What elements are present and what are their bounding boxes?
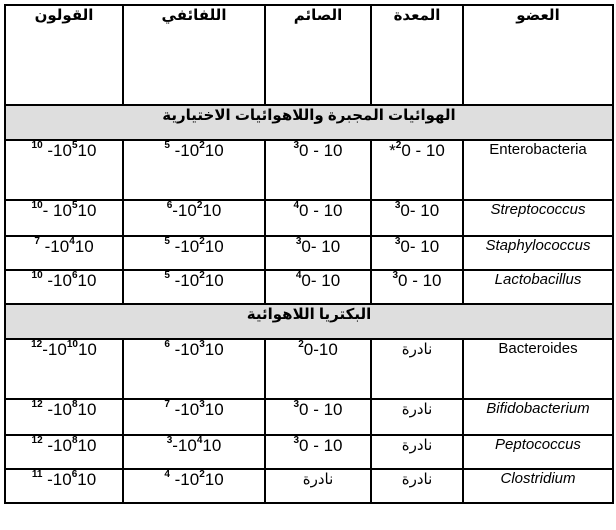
jejunum-cell-value <box>293 141 342 160</box>
header-stomach: المعدة <box>371 5 463 105</box>
ileum-cell <box>123 140 265 200</box>
exponent: 3 <box>293 140 300 152</box>
exponent: 7 <box>164 399 170 411</box>
exponent: 6 <box>71 270 78 282</box>
colon-cell-value <box>34 237 93 256</box>
header-colon: القولون <box>5 5 123 105</box>
exponent: 2 <box>298 339 304 351</box>
colon-cell <box>5 236 123 270</box>
table-row <box>5 469 613 503</box>
colon-cell-value <box>32 201 97 220</box>
base-text: * <box>389 141 396 160</box>
exponent: 12 <box>31 435 43 447</box>
colon-cell-value <box>31 340 97 359</box>
exponent: 5 <box>164 236 170 248</box>
jejunum-cell <box>265 339 371 399</box>
exponent: 5 <box>71 200 78 212</box>
base-text: 10 <box>77 271 97 290</box>
section-row-anaerobic <box>5 304 613 339</box>
base-text: 10 <box>202 201 222 220</box>
organism-cell: Bacteroides <box>463 339 613 399</box>
colon-cell <box>5 339 123 399</box>
exponent: 2 <box>196 200 203 212</box>
base-text: 0 - 10 <box>299 400 343 419</box>
base-text: 0- 10 <box>301 271 341 290</box>
base-text: 10 <box>74 237 94 256</box>
base-text: 10 <box>77 340 97 359</box>
colon-cell <box>5 200 123 236</box>
colon-cell <box>5 140 123 200</box>
exponent: 5 <box>164 270 170 282</box>
jejunum-cell <box>265 435 371 469</box>
base-text: 10 <box>77 436 97 455</box>
section-row-aerobic <box>5 105 613 140</box>
jejunum-cell-value <box>293 201 342 220</box>
jejunum-cell: نادرة <box>265 469 371 503</box>
organism-cell: Streptococcus <box>463 200 613 236</box>
colon-cell <box>5 270 123 304</box>
base-text: -10 <box>169 271 200 290</box>
jejunum-cell-value <box>293 436 342 455</box>
exponent: 3 <box>199 399 205 411</box>
exponent: 3 <box>394 236 401 248</box>
ileum-cell <box>123 469 265 503</box>
base-text: -10 <box>42 340 67 359</box>
colon-cell-value <box>32 470 96 489</box>
jejunum-cell-value <box>296 237 340 256</box>
base-text: -10 <box>169 237 200 256</box>
organism-cell: Peptococcus <box>463 435 613 469</box>
base-text: -10 <box>42 436 72 455</box>
ileum-cell <box>123 435 265 469</box>
base-text: 0 - 10 <box>299 141 343 160</box>
ileum-cell <box>123 270 265 304</box>
exponent: 8 <box>71 435 78 447</box>
stomach-cell <box>371 140 463 200</box>
ileum-cell-value <box>164 141 223 160</box>
base-text: 10 <box>204 271 224 290</box>
exponent: 2 <box>199 270 205 282</box>
exponent: 6 <box>71 469 78 481</box>
organism-cell: Enterobacteria <box>463 140 613 200</box>
stomach-cell <box>371 236 463 270</box>
base-text: 10 <box>77 470 97 489</box>
base-text: 0- 10 <box>301 237 341 256</box>
organism-cell: Lactobacillus <box>463 270 613 304</box>
base-text: 10 <box>204 340 224 359</box>
exponent: 12 <box>31 399 43 411</box>
colon-cell-value <box>32 141 97 160</box>
jejunum-cell <box>265 140 371 200</box>
exponent: 3 <box>392 270 399 282</box>
stomach-cell: نادرة <box>371 435 463 469</box>
stomach-cell <box>371 200 463 236</box>
jejunum-cell <box>265 200 371 236</box>
ileum-cell <box>123 339 265 399</box>
table-row <box>5 140 613 200</box>
jejunum-cell-value <box>293 400 342 419</box>
table-row <box>5 435 613 469</box>
organism-cell: Staphylococcus <box>463 236 613 270</box>
section-title-anaerobic: البكتريا اللاهوائية <box>5 304 613 339</box>
ileum-cell-value <box>167 436 222 455</box>
exponent: 12 <box>31 339 43 351</box>
exponent: 3 <box>199 339 205 351</box>
exponent: 5 <box>164 140 170 152</box>
exponent: 2 <box>395 140 402 152</box>
colon-cell <box>5 435 123 469</box>
colon-cell-value <box>32 400 97 419</box>
header-ileum: اللفائفي <box>123 5 265 105</box>
stomach-cell <box>371 270 463 304</box>
base-text: -10 <box>172 201 197 220</box>
exponent: 5 <box>71 140 78 152</box>
base-text: 0- 10 <box>400 201 440 220</box>
organism-cell: Bifidobacterium <box>463 399 613 435</box>
exponent: 2 <box>199 469 205 481</box>
ileum-cell-value <box>164 400 223 419</box>
ileum-cell <box>123 236 265 270</box>
table-row <box>5 236 613 270</box>
table-row <box>5 200 613 236</box>
exponent: 10 <box>66 339 78 351</box>
base-text: -10 <box>172 436 197 455</box>
base-text: -10 <box>169 340 200 359</box>
stomach-cell-value <box>389 141 445 160</box>
jejunum-cell <box>265 399 371 435</box>
exponent: 4 <box>196 435 203 447</box>
table-row <box>5 339 613 399</box>
exponent: 6 <box>166 200 173 212</box>
stomach-cell-value <box>392 271 441 290</box>
stomach-cell: نادرة <box>371 469 463 503</box>
base-text: - 10 <box>42 201 72 220</box>
colon-cell <box>5 399 123 435</box>
anaerobic-rows <box>5 339 613 503</box>
base-text: 0 - 10 <box>299 436 343 455</box>
table-row <box>5 270 613 304</box>
base-text: 0 - 10 <box>398 271 442 290</box>
jejunum-cell <box>265 236 371 270</box>
exponent: 4 <box>69 236 75 248</box>
aerobic-rows <box>5 140 613 304</box>
base-text: 10 <box>77 141 97 160</box>
base-text: 10 <box>204 470 224 489</box>
exponent: 2 <box>199 236 205 248</box>
colon-cell <box>5 469 123 503</box>
header-jejunum: الصائم <box>265 5 371 105</box>
exponent: 4 <box>295 270 302 282</box>
base-text: -10 <box>42 271 72 290</box>
ileum-cell-value <box>167 201 222 220</box>
exponent: 7 <box>34 236 40 248</box>
ileum-cell-value <box>164 470 223 489</box>
exponent: 3 <box>295 236 302 248</box>
base-text: -10 <box>169 400 200 419</box>
organism-cell: Clostridium <box>463 469 613 503</box>
stomach-cell: نادرة <box>371 399 463 435</box>
jejunum-cell <box>265 270 371 304</box>
exponent: 3 <box>394 200 401 212</box>
stomach-cell: نادرة <box>371 339 463 399</box>
stomach-cell-value <box>395 237 439 256</box>
base-text: 10 <box>204 141 224 160</box>
ileum-cell-value <box>164 271 223 290</box>
base-text: -10 <box>42 141 72 160</box>
bacteria-distribution-table <box>4 4 614 504</box>
base-text: 10 <box>204 400 224 419</box>
base-text: 10 <box>204 237 224 256</box>
base-text: -10 <box>169 470 200 489</box>
header-organ: العضو <box>463 5 613 105</box>
base-text: -10 <box>39 237 70 256</box>
exponent: 11 <box>31 469 43 481</box>
exponent: 8 <box>71 399 78 411</box>
base-text: 10 <box>77 400 97 419</box>
base-text: 10 <box>77 201 97 220</box>
base-text: 0 - 10 <box>401 141 445 160</box>
base-text: -10 <box>42 400 72 419</box>
base-text: 10 <box>202 436 222 455</box>
jejunum-cell-value <box>298 340 338 359</box>
ileum-cell-value <box>164 237 223 256</box>
base-text: 0- 10 <box>400 237 440 256</box>
base-text: -10 <box>169 141 200 160</box>
jejunum-cell-value <box>296 271 340 290</box>
exponent: 10 <box>31 200 43 212</box>
exponent: 4 <box>164 469 170 481</box>
exponent: 4 <box>293 200 300 212</box>
ileum-cell <box>123 200 265 236</box>
exponent: 10 <box>31 140 43 152</box>
exponent: 6 <box>164 339 170 351</box>
base-text: -10 <box>42 470 72 489</box>
section-title-aerobic: الهوائيات المجبرة واللاهوائيات الاختيارية <box>5 105 613 140</box>
exponent: 3 <box>166 435 173 447</box>
header-row <box>5 5 613 105</box>
exponent: 10 <box>31 270 43 282</box>
exponent: 3 <box>293 435 300 447</box>
base-text: 0 - 10 <box>299 201 343 220</box>
stomach-cell-value <box>395 201 439 220</box>
colon-cell-value <box>32 271 97 290</box>
ileum-cell-value <box>164 340 223 359</box>
ileum-cell <box>123 399 265 435</box>
table-row <box>5 399 613 435</box>
exponent: 2 <box>199 140 205 152</box>
exponent: 3 <box>293 399 300 411</box>
colon-cell-value <box>32 436 97 455</box>
base-text: 0-10 <box>303 340 338 359</box>
